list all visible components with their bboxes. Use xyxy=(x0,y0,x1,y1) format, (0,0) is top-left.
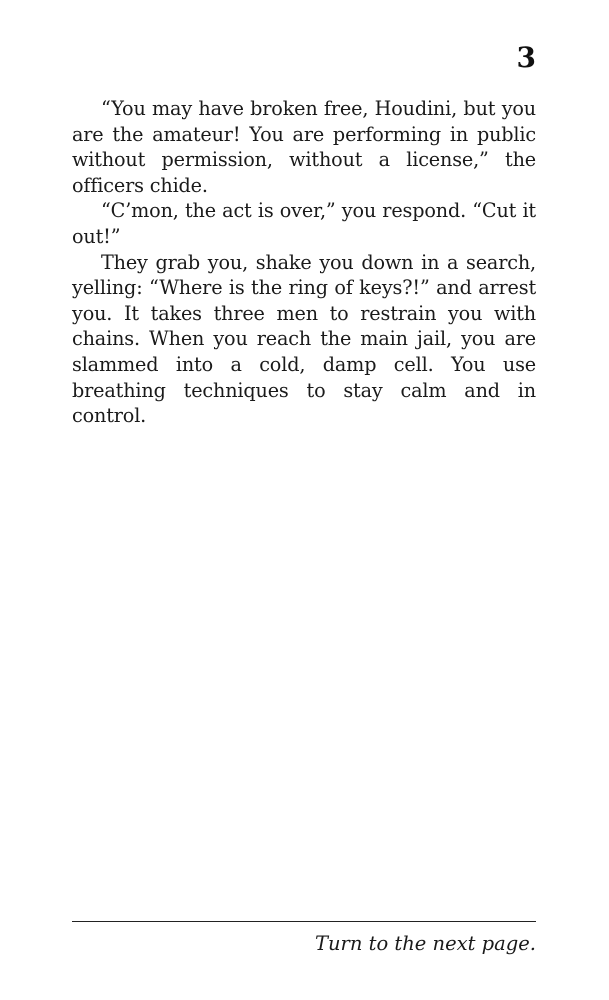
story-text xyxy=(72,96,536,429)
story-paragraph: “C’mon, the act is over,” you respond. “Cut it out!” xyxy=(72,199,536,248)
story-paragraph: “You may have broken free, Houdini, but you are the amateur! You are performing in public without permission, without a license,” the officers chide. xyxy=(72,97,536,197)
footer-divider xyxy=(72,921,536,922)
story-paragraph: They grab you, shake you down in a search, yelling: “Where is the ring of keys?!” and arrest you. It takes three men to restrain you with chains. When you reach the main jail, you are slammed into a cold, damp cell. You use breathing techniques to stay calm and in control. xyxy=(72,250,536,428)
turn-page-instruction: Turn to the next page. xyxy=(314,932,536,955)
page-number: 3 xyxy=(516,41,536,74)
